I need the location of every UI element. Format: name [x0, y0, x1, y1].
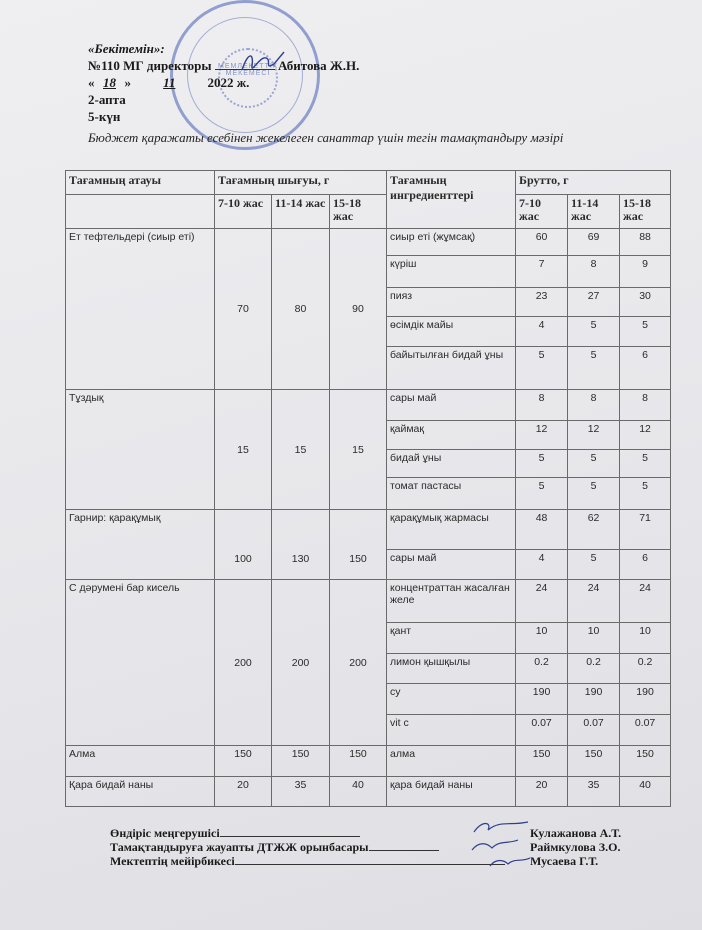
ingredient-gross: 23: [516, 288, 568, 317]
ingredient-gross: 7: [516, 256, 568, 288]
ingredient-gross: 5: [620, 450, 671, 478]
ingredient-gross: 5: [516, 450, 568, 478]
date-quote-close: »: [124, 75, 131, 90]
director-signature: [238, 48, 286, 76]
signature-line: [235, 864, 505, 865]
table-row: [66, 746, 671, 777]
ingredient-gross: 5: [516, 478, 568, 510]
ingredient-name: қант: [387, 623, 516, 654]
table-row: [66, 229, 671, 256]
gross-age-7-10: 7-10 жас: [516, 195, 568, 229]
ingredient-gross: 190: [620, 684, 671, 715]
ingredient-gross: 12: [620, 421, 671, 450]
ingredient-gross: 8: [516, 390, 568, 421]
ingredient-gross: 40: [620, 777, 671, 807]
ingredient-name: қара бидай наны: [387, 777, 516, 807]
ingredient-gross: 30: [620, 288, 671, 317]
footer-role: Мектептің мейірбикесі: [110, 854, 235, 868]
ingredient-gross: 190: [568, 684, 620, 715]
ingredient-gross: 6: [620, 347, 671, 390]
ingredient-name: алма: [387, 746, 516, 777]
ingredient-name: vit c: [387, 715, 516, 746]
ingredient-gross: 0.2: [568, 654, 620, 684]
header-dish-output: Тағамның шығуы, г: [215, 171, 387, 195]
ingredient-gross: 24: [620, 580, 671, 623]
ingredient-gross: 48: [516, 510, 568, 550]
footer-name: Кулажанова А.Т.: [530, 826, 622, 840]
ingredient-name: байытылған бидай ұны: [387, 347, 516, 390]
footer-name: Мусаева Г.Т.: [530, 854, 599, 868]
ingredient-name: бидай ұны: [387, 450, 516, 478]
ingredient-name: су: [387, 684, 516, 715]
dish-output: 70: [215, 229, 272, 390]
dish-name: С дәрумені бар кисель: [66, 580, 215, 746]
footer-role: Өндіріс меңгерушісі: [110, 826, 220, 840]
footer-row-deputy: [110, 840, 621, 854]
ingredient-gross: 10: [568, 623, 620, 654]
ingredient-name: өсімдік майы: [387, 317, 516, 347]
date-day: 18: [103, 75, 116, 90]
ingredient-gross: 5: [568, 478, 620, 510]
footer-name: Раймкулова З.О.: [530, 840, 621, 854]
dish-name: Гарнир: қарақұмық: [66, 510, 215, 580]
footer-row-nurse: [110, 854, 599, 868]
director-line: [88, 57, 359, 74]
menu-table-body: [66, 229, 671, 807]
ingredient-gross: 8: [568, 390, 620, 421]
dish-output: 15: [330, 390, 387, 510]
ingredient-gross: 5: [620, 478, 671, 510]
ingredient-gross: 62: [568, 510, 620, 550]
ingredient-gross: 9: [620, 256, 671, 288]
ingredient-name: сары май: [387, 550, 516, 580]
ingredient-gross: 0.07: [516, 715, 568, 746]
ingredient-gross: 5: [568, 450, 620, 478]
dish-output: 20: [215, 777, 272, 807]
dish-output: 150: [330, 510, 387, 580]
output-age-11-14: 11-14 жас: [272, 195, 330, 229]
ingredient-gross: 12: [516, 421, 568, 450]
ingredient-gross: 5: [568, 347, 620, 390]
dish-output: 35: [272, 777, 330, 807]
dish-name: Ет тефтельдері (сиыр еті): [66, 229, 215, 390]
dish-output: 150: [272, 746, 330, 777]
ingredient-gross: 35: [568, 777, 620, 807]
dish-output: 90: [330, 229, 387, 390]
ingredient-gross: 10: [620, 623, 671, 654]
director-label: №110 МГ директоры: [88, 58, 212, 73]
dish-output: 200: [272, 580, 330, 746]
ingredient-gross: 10: [516, 623, 568, 654]
ingredient-gross: 71: [620, 510, 671, 550]
ingredient-gross: 12: [568, 421, 620, 450]
date-month: 11: [163, 75, 176, 90]
menu-subtitle: Бюджет қаражаты есебінен жекелеген санаттар үшін тегін тамақтандыру мәзірі: [88, 130, 564, 145]
ingredient-name: қарақұмық жармасы: [387, 510, 516, 550]
dish-output: 15: [272, 390, 330, 510]
header-blank: [66, 195, 215, 229]
header-ingredients: Тағамның ингредиенттері: [387, 171, 516, 229]
dish-output: 80: [272, 229, 330, 390]
director-name: Абитова Ж.Н.: [278, 58, 360, 73]
ingredient-gross: 27: [568, 288, 620, 317]
table-row: [66, 510, 671, 550]
ingredient-name: сары май: [387, 390, 516, 421]
approval-block: [88, 40, 359, 125]
ingredient-gross: 0.07: [620, 715, 671, 746]
date-line: [88, 74, 359, 91]
dish-name: Тұздық: [66, 390, 215, 510]
ingredient-gross: 69: [568, 229, 620, 256]
dish-name: Қара бидай наны: [66, 777, 215, 807]
footer-signatures: [470, 818, 540, 874]
day-label: 5-күн: [88, 109, 121, 124]
ingredient-gross: 5: [620, 317, 671, 347]
ingredient-name: лимон қышқылы: [387, 654, 516, 684]
signature-line: [369, 850, 439, 851]
ingredient-name: қаймақ: [387, 421, 516, 450]
ingredient-name: күріш: [387, 256, 516, 288]
dish-output: 200: [215, 580, 272, 746]
ingredient-name: сиыр еті (жұмсақ): [387, 229, 516, 256]
header-dish-name: Тағамның атауы: [66, 171, 215, 195]
ingredient-gross: 60: [516, 229, 568, 256]
ingredient-gross: 5: [568, 550, 620, 580]
dish-output: 100: [215, 510, 272, 580]
ingredient-gross: 4: [516, 317, 568, 347]
ingredient-gross: 4: [516, 550, 568, 580]
gross-age-11-14: 11-14 жас: [568, 195, 620, 229]
ingredient-gross: 20: [516, 777, 568, 807]
header-gross: Брутто, г: [516, 171, 671, 195]
gross-age-15-18: 15-18 жас: [620, 195, 671, 229]
approve-label: «Бекітемін»:: [88, 41, 165, 56]
dish-output: 200: [330, 580, 387, 746]
ingredient-gross: 5: [568, 317, 620, 347]
ingredient-gross: 0.07: [568, 715, 620, 746]
dish-output: 130: [272, 510, 330, 580]
ingredient-gross: 5: [516, 347, 568, 390]
footer-role: Тамақтандыруға жауапты ДТЖЖ орынбасары: [110, 840, 369, 854]
ingredient-gross: 150: [620, 746, 671, 777]
dish-output: 150: [215, 746, 272, 777]
footer-row-production-head: [110, 826, 622, 840]
ingredient-gross: 0.2: [620, 654, 671, 684]
output-age-15-18: 15-18 жас: [330, 195, 387, 229]
date-year: 2022 ж.: [207, 75, 250, 90]
ingredient-gross: 24: [568, 580, 620, 623]
signature-line: [220, 836, 360, 837]
table-row: [66, 390, 671, 421]
table-row: [66, 777, 671, 807]
week-label: 2-апта: [88, 92, 126, 107]
ingredient-gross: 150: [516, 746, 568, 777]
ingredient-gross: 88: [620, 229, 671, 256]
ingredient-gross: 0.2: [516, 654, 568, 684]
dish-name: Алма: [66, 746, 215, 777]
ingredient-gross: 24: [516, 580, 568, 623]
ingredient-name: пияз: [387, 288, 516, 317]
ingredient-gross: 6: [620, 550, 671, 580]
ingredient-gross: 150: [568, 746, 620, 777]
ingredient-gross: 8: [568, 256, 620, 288]
menu-table: [65, 170, 671, 807]
dish-output: 15: [215, 390, 272, 510]
output-age-7-10: 7-10 жас: [215, 195, 272, 229]
ingredient-name: концентраттан жасалған желе: [387, 580, 516, 623]
date-quote-open: «: [88, 75, 95, 90]
ingredient-gross: 8: [620, 390, 671, 421]
dish-output: 150: [330, 746, 387, 777]
ingredient-gross: 190: [516, 684, 568, 715]
dish-output: 40: [330, 777, 387, 807]
ingredient-name: томат пастасы: [387, 478, 516, 510]
seal-text: МЕМЛЕКЕТТІК МЕКЕМЕСІ: [218, 63, 278, 77]
table-row: [66, 580, 671, 623]
signatures-block: [110, 826, 622, 868]
